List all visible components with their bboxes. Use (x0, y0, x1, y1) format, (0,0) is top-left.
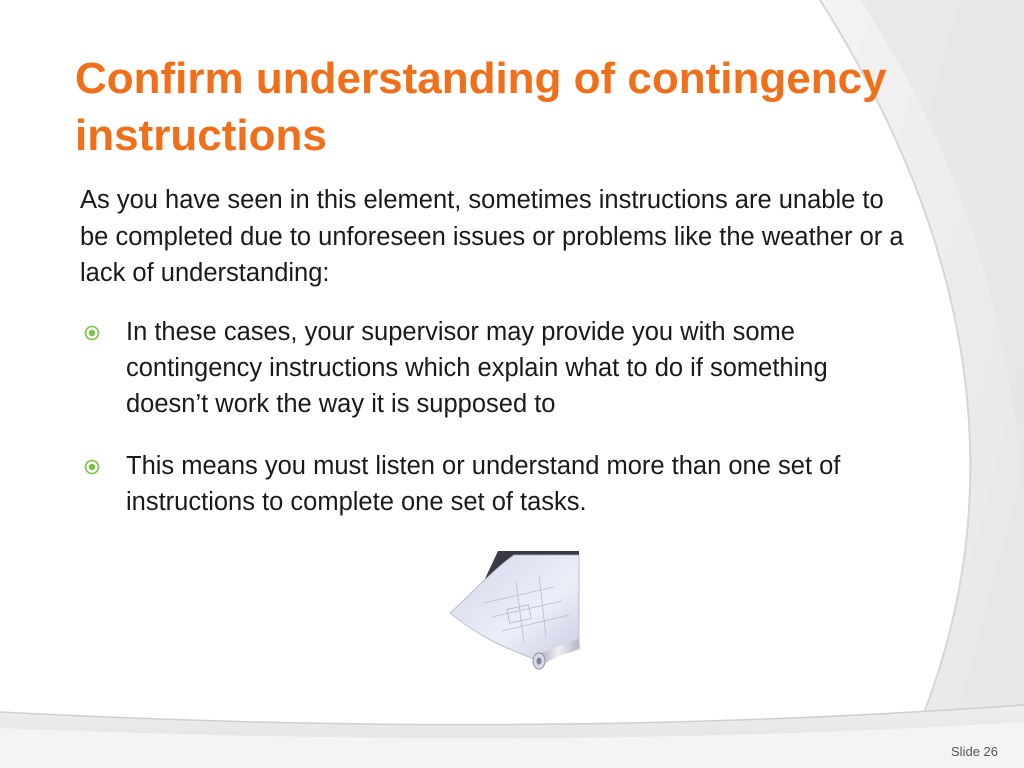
slide-number: Slide 26 (951, 744, 998, 759)
rolled-blueprint-image (444, 551, 584, 673)
intro-paragraph: As you have seen in this element, sometimes instructions are unable to be completed due to unforeseen issues or problems like the weather or a lack of understanding: (80, 186, 904, 287)
bullet-text: This means you must listen or understand more than one set of instructions to complete one set of tasks. (126, 452, 841, 516)
slide-title: Confirm understanding of contingency instructions (75, 54, 887, 160)
circled-dot-bullet-icon (84, 325, 100, 341)
bullet-item (80, 448, 910, 520)
bullet-list (80, 314, 910, 546)
circled-dot-bullet-icon (84, 459, 100, 475)
bullet-item (80, 314, 910, 422)
bullet-text: In these cases, your supervisor may provide you with some contingency instructions which explain what to do if something doesn’t work the way it is supposed to (126, 318, 828, 418)
